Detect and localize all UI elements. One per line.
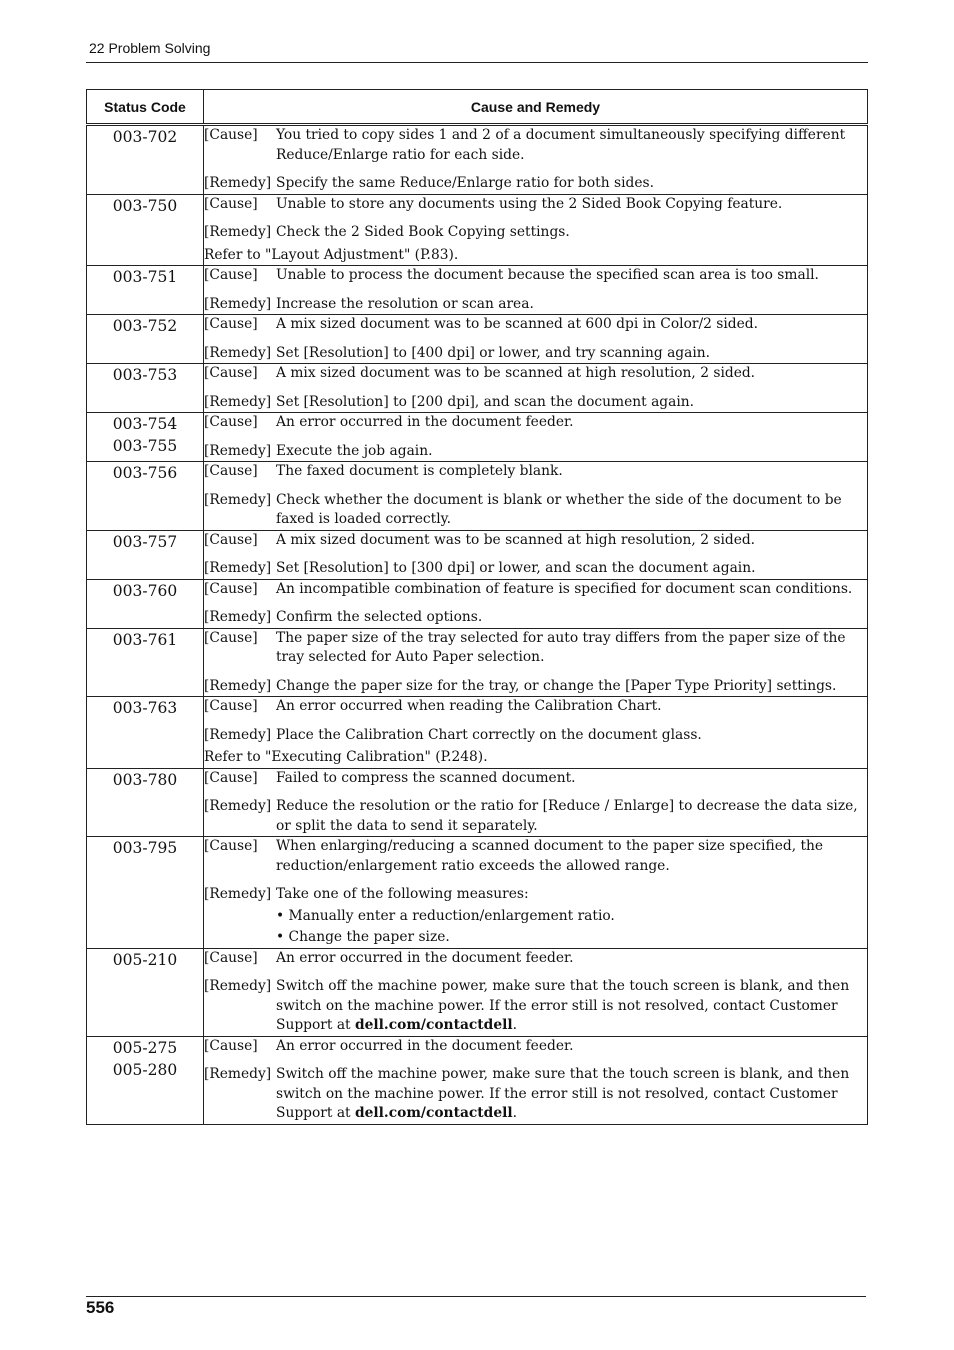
cause-entry — [204, 266, 867, 286]
remedy-entry — [204, 295, 867, 315]
cause-entry — [204, 195, 867, 215]
entry-tag: [Remedy] — [204, 886, 272, 902]
status-code-cell — [87, 530, 204, 579]
entry-tag: [Cause] — [204, 769, 258, 786]
footer-divider — [86, 1296, 866, 1297]
status-code: 003-754 — [112, 415, 178, 433]
status-code-cell — [87, 125, 204, 195]
table-row — [87, 768, 868, 837]
cause-entry — [204, 580, 867, 600]
entry-text: The faxed document is completely blank. — [276, 463, 563, 479]
table-body — [87, 125, 868, 1125]
entry-tag: [Cause] — [204, 838, 258, 854]
cause-remedy-cell — [204, 837, 868, 949]
bullet-item: • Manually enter a reduction/enlargement ratio. — [276, 907, 615, 924]
entry-text: Set [Resolution] to [400 dpi] or lower, and try scanning again. — [276, 344, 711, 361]
status-code: 003-755 — [112, 437, 178, 455]
bullet-item: • Change the paper size. — [276, 929, 450, 945]
entry-text: Reduce the resolution or the ratio for [Reduce / Enlarge] to decrease the data size, or split the data to send it separately. — [276, 798, 858, 834]
remedy-entry — [204, 885, 867, 948]
entry-tag: [Cause] — [204, 365, 258, 381]
cause-entry — [204, 126, 867, 165]
entry-text: Confirm the selected options. — [276, 609, 483, 625]
entry-tag: [Remedy] — [204, 978, 272, 994]
reference-note[interactable]: Refer to "Layout Adjustment" (P.83). — [204, 246, 459, 263]
table-row — [87, 948, 868, 1036]
table-row — [87, 194, 868, 266]
support-link[interactable]: dell.com/contactdell — [355, 1017, 513, 1033]
status-code-cell — [87, 697, 204, 769]
table-row — [87, 530, 868, 579]
entry-text: When enlarging/reducing a scanned document to the paper size specified, the reduction/enlargement ratio exceeds the allowed range. — [276, 838, 824, 874]
status-code: 003-795 — [112, 839, 178, 857]
cause-entry — [204, 462, 867, 482]
cause-remedy-cell — [204, 194, 868, 266]
status-code-cell — [87, 768, 204, 837]
status-code: 003-750 — [112, 196, 178, 215]
cause-remedy-cell — [204, 697, 868, 769]
entry-text-block — [276, 413, 867, 433]
entry-text-block — [276, 608, 867, 628]
cause-entry — [204, 413, 867, 433]
status-code: 003-702 — [112, 128, 178, 146]
entry-tag: [Cause] — [204, 698, 258, 714]
remedy-entry — [204, 1065, 867, 1124]
entry-tag: [Remedy] — [204, 491, 272, 508]
cause-remedy-cell — [204, 530, 868, 579]
cause-entry — [204, 697, 867, 717]
entry-text: Place the Calibration Chart correctly on the document glass. — [276, 726, 702, 743]
entry-text-block — [276, 977, 867, 1036]
cause-entry — [204, 949, 867, 969]
entry-text-block — [276, 223, 867, 243]
entry-tag: [Remedy] — [204, 560, 272, 576]
entry-text-block — [276, 266, 867, 286]
remedy-entry — [204, 797, 867, 836]
entry-text: Increase the resolution or scan area. — [276, 295, 534, 312]
entry-text-tail: . — [512, 1105, 517, 1121]
entry-tag: [Cause] — [204, 531, 258, 548]
entry-text-block — [276, 174, 867, 194]
entry-text-block — [276, 1037, 867, 1057]
status-code-cell — [87, 837, 204, 949]
table-row — [87, 579, 868, 628]
cause-remedy-cell — [204, 315, 868, 364]
entry-tag: [Cause] — [204, 629, 258, 646]
table-row — [87, 125, 868, 195]
entry-text: An error occurred in the document feeder. — [276, 949, 574, 966]
support-link[interactable]: dell.com/contactdell — [355, 1105, 513, 1121]
cause-entry — [204, 315, 867, 335]
entry-text-block — [276, 491, 867, 530]
status-code: 003-780 — [112, 770, 178, 789]
entry-tag: [Cause] — [204, 414, 258, 430]
entry-tag: [Cause] — [204, 949, 258, 966]
status-code: 003-757 — [112, 532, 178, 551]
entry-tag: [Cause] — [204, 127, 258, 143]
page-number: 556 — [86, 1298, 115, 1317]
remedy-entry — [204, 344, 867, 364]
cause-remedy-cell — [204, 1036, 868, 1124]
header-divider — [86, 62, 868, 63]
entry-text: The paper size of the tray selected for auto tray differs from the paper size of the tray selected for Auto Paper selection. — [276, 629, 846, 665]
entry-tag: [Cause] — [204, 195, 258, 212]
cause-entry — [204, 769, 867, 789]
status-code: 005-275 — [112, 1038, 178, 1057]
entry-text: A mix sized document was to be scanned at 600 dpi in Color/2 sided. — [276, 316, 758, 332]
cause-remedy-cell — [204, 628, 868, 697]
entry-tag: [Cause] — [204, 316, 258, 332]
entry-tag: [Remedy] — [204, 677, 272, 694]
remedy-entry — [204, 977, 867, 1036]
entry-text: Unable to process the document because the specified scan area is too small. — [276, 267, 819, 283]
cause-remedy-cell — [204, 948, 868, 1036]
entry-text-block — [276, 885, 867, 948]
entry-text-block — [276, 462, 867, 482]
status-code-cell — [87, 628, 204, 697]
cause-entry — [204, 531, 867, 551]
status-code-column-header: Status Code — [87, 90, 204, 125]
entry-text: A mix sized document was to be scanned at high resolution, 2 sided. — [276, 365, 756, 381]
cause-remedy-cell — [204, 768, 868, 837]
entry-text-block — [276, 949, 867, 969]
entry-tag: [Remedy] — [204, 609, 272, 625]
status-code-table — [86, 89, 868, 1125]
entry-tag: [Remedy] — [204, 224, 272, 240]
table-row — [87, 266, 868, 315]
entry-text: Unable to store any documents using the 2 Sided Book Copying feature. — [276, 195, 783, 212]
status-code: 005-210 — [112, 950, 178, 969]
entry-text: A mix sized document was to be scanned at high resolution, 2 sided. — [276, 531, 756, 548]
cause-remedy-cell — [204, 266, 868, 315]
status-code: 003-751 — [112, 268, 178, 286]
reference-note[interactable]: Refer to "Executing Calibration" (P.248). — [204, 749, 488, 765]
cause-entry — [204, 1037, 867, 1057]
cause-remedy-cell — [204, 579, 868, 628]
entry-tag: [Remedy] — [204, 344, 272, 361]
entry-text-block — [276, 797, 867, 836]
entry-text-block — [276, 837, 867, 876]
status-code-cell — [87, 579, 204, 628]
entry-text-block — [276, 364, 867, 384]
remedy-entry — [204, 491, 867, 530]
chapter-header: 22 Problem Solving — [89, 40, 211, 56]
entry-text-tail: . — [512, 1017, 517, 1033]
entry-text: Failed to compress the scanned document. — [276, 769, 576, 786]
entry-tag: [Remedy] — [204, 726, 272, 743]
entry-tag: [Cause] — [204, 1037, 258, 1054]
status-code-cell — [87, 462, 204, 531]
entry-text-block — [276, 726, 867, 746]
status-code: 003-753 — [112, 366, 178, 384]
remedy-entry — [204, 677, 867, 697]
table-row — [87, 1036, 868, 1124]
entry-text: An error occurred in the document feeder. — [276, 1037, 574, 1054]
entry-text: Switch off the machine power, make sure that the touch screen is blank, and then switch on the machine power. If the error still is not resolved, contact Customer Support at — [276, 978, 850, 1033]
entry-text-block — [276, 344, 867, 364]
remedy-entry — [204, 223, 867, 243]
entry-text-block — [276, 195, 867, 215]
entry-text: You tried to copy sides 1 and 2 of a document simultaneously specifying different Reduce/Enlarge ratio for each side. — [276, 127, 846, 163]
entry-text-block — [276, 295, 867, 315]
status-code: 005-280 — [112, 1060, 178, 1079]
cause-remedy-cell — [204, 462, 868, 531]
table-row — [87, 837, 868, 949]
entry-tag: [Remedy] — [204, 1066, 272, 1082]
entry-text-block — [276, 442, 867, 462]
status-code: 003-752 — [112, 317, 178, 335]
status-code-cell — [87, 1036, 204, 1124]
entry-text: Switch off the machine power, make sure that the touch screen is blank, and then switch on the machine power. If the error still is not resolved, contact Customer Support at — [276, 1066, 850, 1121]
cause-entry — [204, 629, 867, 668]
cause-entry — [204, 837, 867, 876]
entry-text: Check the 2 Sided Book Copying settings. — [276, 224, 570, 240]
entry-text-block — [276, 126, 867, 165]
cause-remedy-cell — [204, 364, 868, 413]
entry-text-block — [276, 531, 867, 551]
entry-text: Set [Resolution] to [300 dpi] or lower, and scan the document again. — [276, 560, 756, 576]
cause-entry — [204, 364, 867, 384]
status-code: 003-756 — [112, 464, 178, 482]
entry-tag: [Remedy] — [204, 295, 272, 312]
entry-tag: [Remedy] — [204, 442, 272, 459]
entry-text-block — [276, 580, 867, 600]
status-code-cell — [87, 315, 204, 364]
table-row — [87, 462, 868, 531]
status-code-cell — [87, 364, 204, 413]
table-row — [87, 315, 868, 364]
entry-text: Set [Resolution] to [200 dpi], and scan the document again. — [276, 393, 695, 410]
entry-text: Execute the job again. — [276, 442, 433, 459]
status-code-cell — [87, 948, 204, 1036]
entry-text-block — [276, 697, 867, 717]
remedy-entry — [204, 174, 867, 194]
status-code-cell — [87, 266, 204, 315]
entry-text-block — [276, 1065, 867, 1124]
table-row — [87, 628, 868, 697]
remedy-entry — [204, 726, 867, 746]
entry-tag: [Remedy] — [204, 393, 272, 410]
status-code: 003-760 — [112, 581, 178, 600]
entry-text: Change the paper size for the tray, or change the [Paper Type Priority] settings. — [276, 677, 837, 694]
table-row — [87, 697, 868, 769]
status-code-cell — [87, 413, 204, 462]
entry-text-block — [276, 559, 867, 579]
status-code: 003-763 — [112, 699, 178, 717]
remedy-entry — [204, 559, 867, 579]
table-header-row — [87, 90, 868, 125]
entry-text: An incompatible combination of feature is specified for document scan conditions. — [276, 580, 853, 597]
entry-tag: [Remedy] — [204, 798, 272, 814]
entry-text: Specify the same Reduce/Enlarge ratio for both sides. — [276, 175, 654, 191]
entry-tag: [Remedy] — [204, 175, 272, 191]
remedy-entry — [204, 608, 867, 628]
entry-text: An error occurred in the document feeder. — [276, 414, 574, 430]
cause-remedy-cell — [204, 125, 868, 195]
entry-text-block — [276, 769, 867, 789]
entry-tag: [Cause] — [204, 580, 258, 597]
remedy-entry — [204, 393, 867, 413]
status-code-cell — [87, 194, 204, 266]
entry-text-block — [276, 315, 867, 335]
entry-text-block — [276, 677, 867, 697]
remedy-entry — [204, 442, 867, 462]
entry-tag: [Cause] — [204, 463, 258, 479]
entry-text: Check whether the document is blank or whether the side of the document to be faxed is loaded correctly. — [276, 491, 842, 527]
entry-text-block — [276, 629, 867, 668]
cause-remedy-cell — [204, 413, 868, 462]
table-row — [87, 364, 868, 413]
status-code: 003-761 — [112, 630, 178, 649]
entry-tag: [Cause] — [204, 267, 258, 283]
table-row — [87, 413, 868, 462]
entry-text: Take one of the following measures: — [276, 886, 529, 902]
entry-text: An error occurred when reading the Calibration Chart. — [276, 698, 662, 714]
cause-remedy-column-header: Cause and Remedy — [204, 90, 868, 125]
entry-text-block — [276, 393, 867, 413]
